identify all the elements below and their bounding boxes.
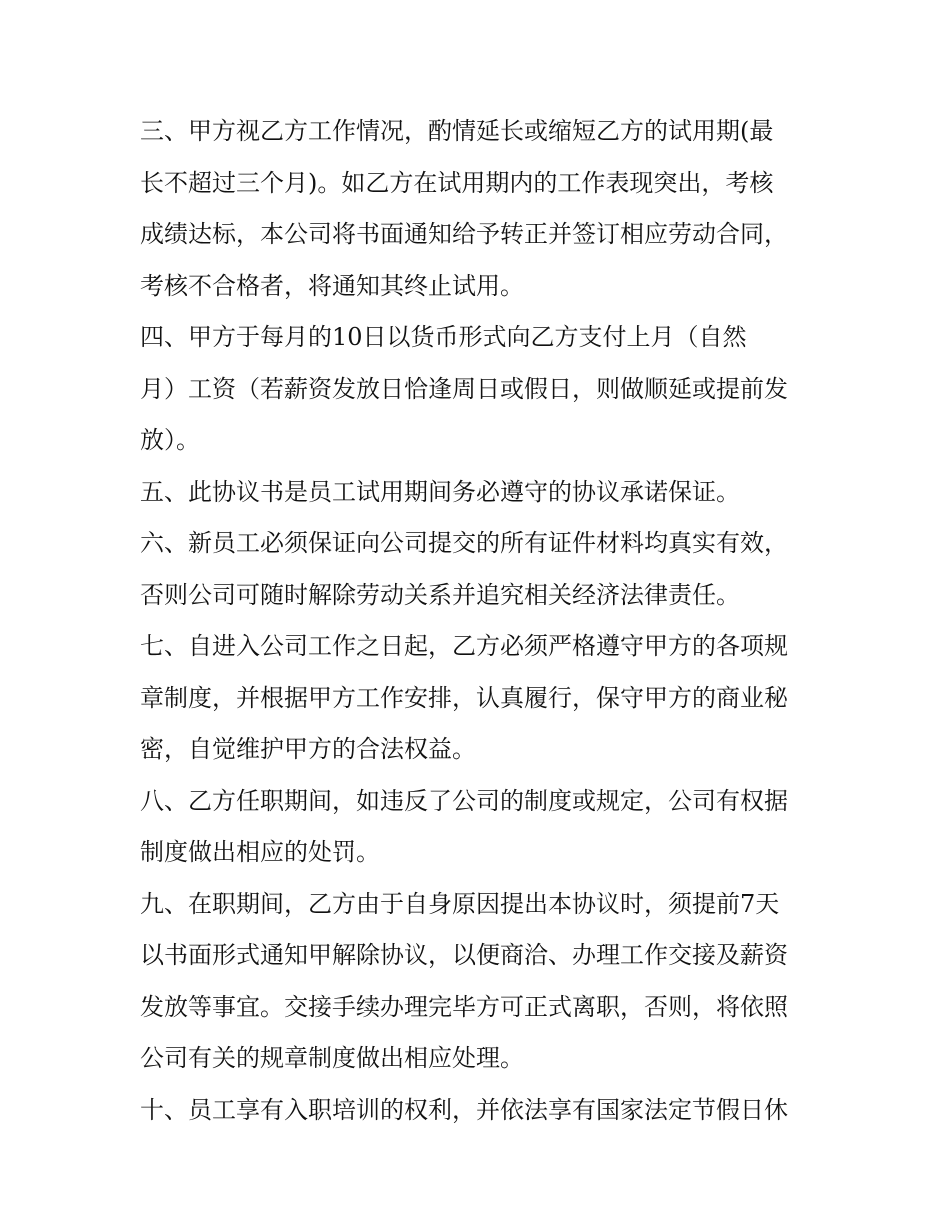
clause-7-line-1: 七、自进入公司工作之日起，乙方必须严格遵守甲方的各项规 <box>140 632 788 660</box>
clause-9-line-1: 九、在职期间，乙方由于自身原因提出本协议时，须提前7天 <box>140 889 780 918</box>
clause-3-line-1: 三、甲方视乙方工作情况，酌情延长或缩短乙方的试用期(最 <box>140 117 774 145</box>
clause-3-line-4: 考核不合格者，将通知其终止试用。 <box>140 271 524 300</box>
clause-5-line-1: 五、此协议书是员工试用期间务必遵守的协议承诺保证。 <box>140 477 740 506</box>
clause-7-line-2: 章制度，并根据甲方工作安排，认真履行，保守甲方的商业秘 <box>140 683 788 712</box>
clause-3-line-3: 成绩达标，本公司将书面通知给予转正并签订相应劳动合同， <box>140 220 788 248</box>
clause-9-line-2: 以书面形式通知甲解除协议，以便商洽、办理工作交接及薪资 <box>140 941 788 969</box>
clause-9-line-3: 发放等事宜。交接手续办理完毕方可正式离职，否则，将依照 <box>140 992 788 1021</box>
clause-4-line-3: 放）。 <box>140 426 200 454</box>
clause-4-line-2: 月）工资（若薪资发放日恰逢周日或假日，则做顺延或提前发 <box>140 374 788 403</box>
clause-6-line-1: 六、新员工必须保证向公司提交的所有证件材料均真实有效， <box>140 529 788 557</box>
clause-8-line-2: 制度做出相应的处罚。 <box>140 838 380 866</box>
clause-9-line-4: 公司有关的规章制度做出相应处理。 <box>140 1044 524 1072</box>
agreement-body <box>140 106 820 1136</box>
clause-6-line-2: 否则公司可随时解除劳动关系并追究相关经济法律责任。 <box>140 580 740 609</box>
clause-3-line-2: 长不超过三个月)。如乙方在试用期内的工作表现突出，考核 <box>140 168 774 197</box>
clause-8-line-1: 八、乙方任职期间，如违反了公司的制度或规定，公司有权据 <box>140 786 788 815</box>
clause-7-line-3: 密，自觉维护甲方的合法权益。 <box>140 735 476 763</box>
clause-4-line-1: 四、甲方于每月的10日以货币形式向乙方支付上月（自然 <box>140 323 747 351</box>
clause-10-line-1: 十、员工享有入职培训的权利，并依法享有国家法定节假日休 <box>140 1095 788 1124</box>
